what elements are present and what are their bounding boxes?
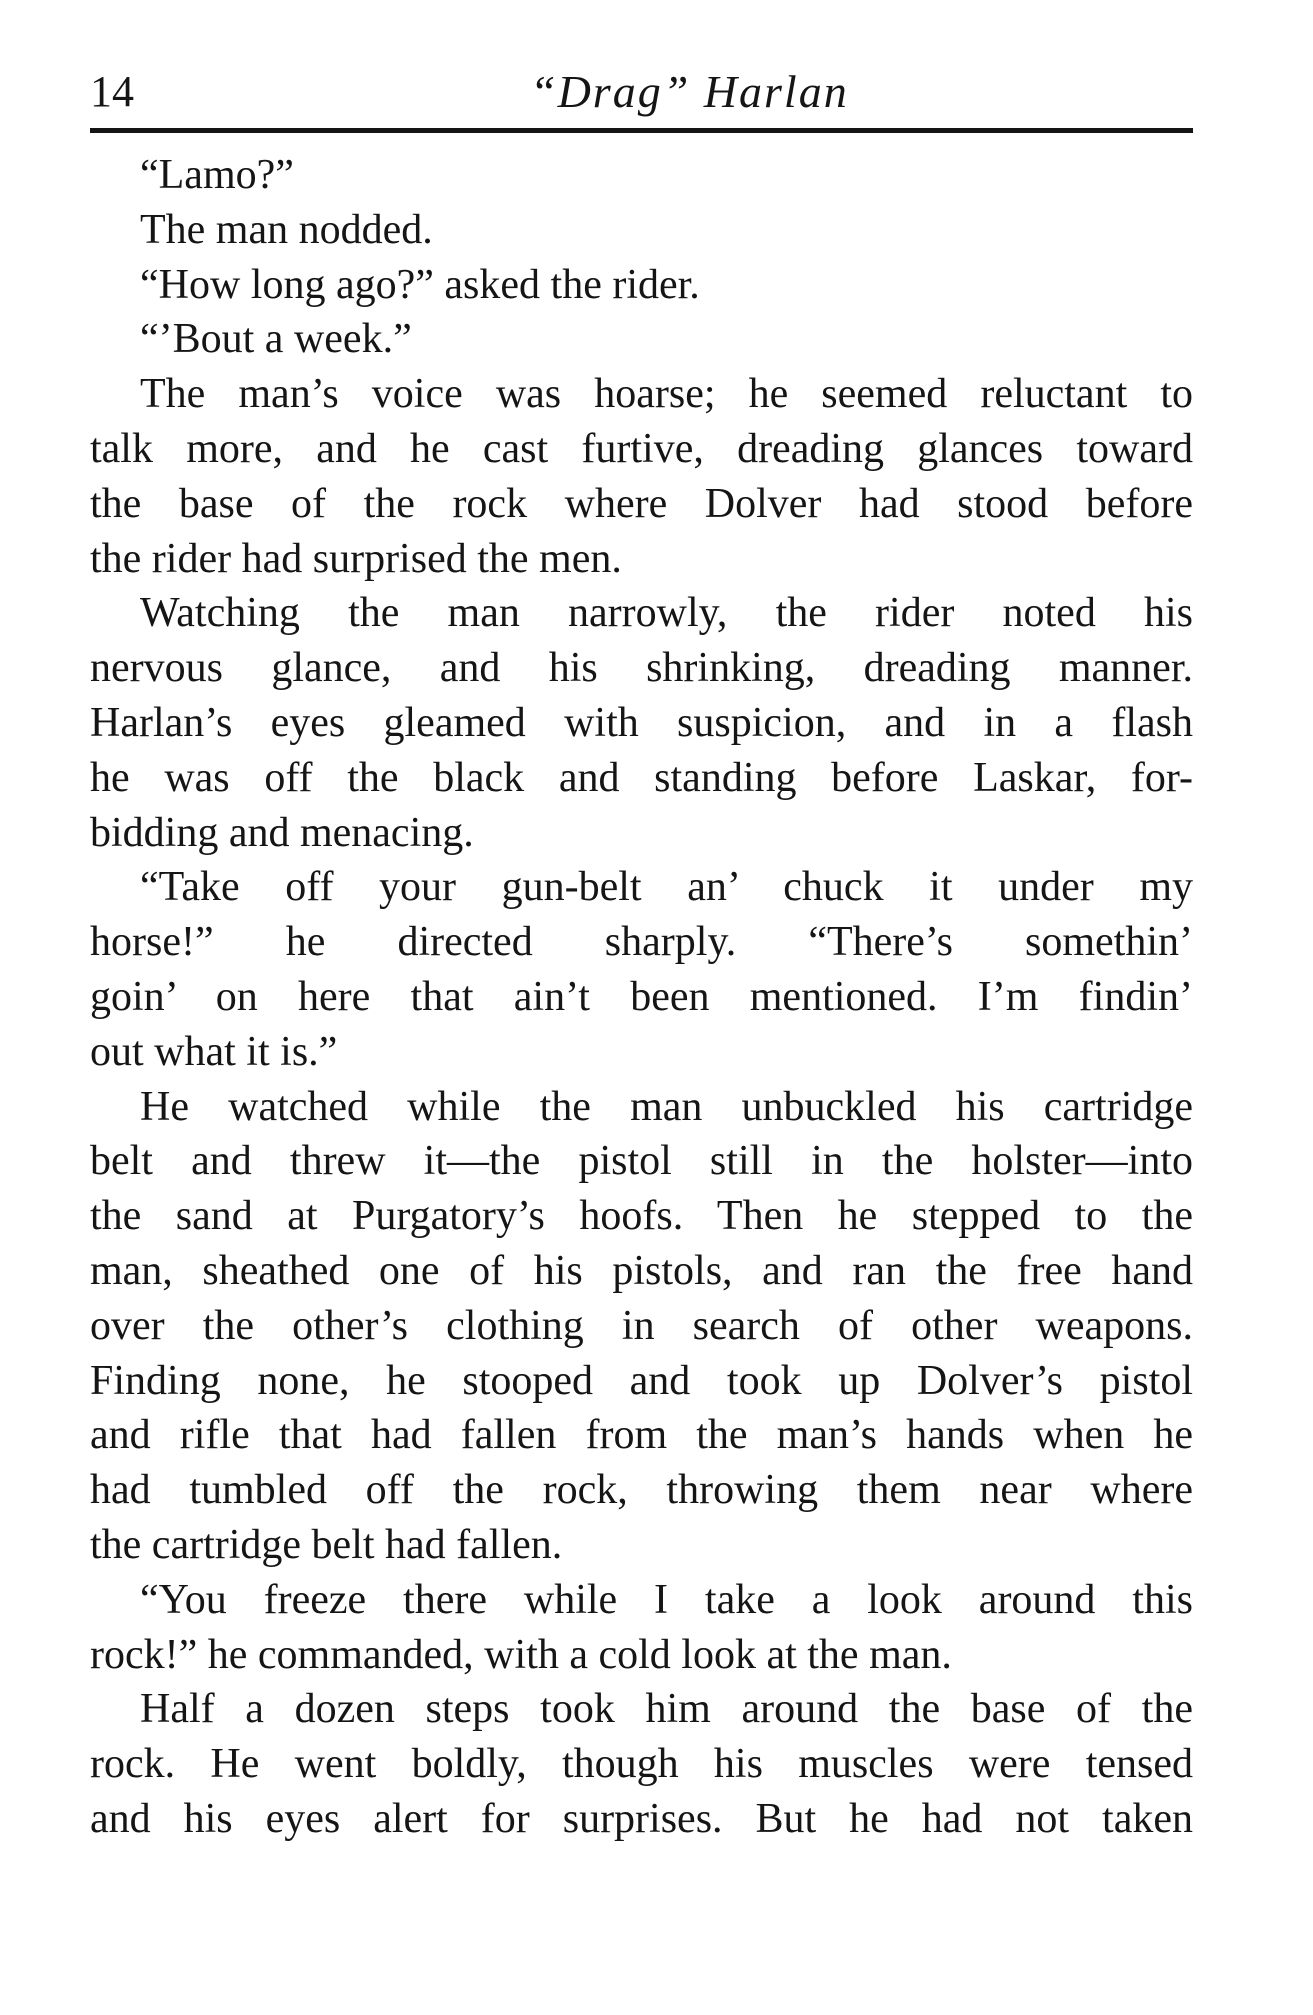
text-line: Finding none, he stooped and took up Dolver’s pistol	[90, 1357, 1193, 1404]
text-line: man, sheathed one of his pistols, and ran the free hand	[90, 1247, 1193, 1294]
text-line: He watched while the man unbuckled his cartridge	[140, 1083, 1193, 1130]
text-line: “’Bout a week.”	[140, 316, 412, 363]
text-line: Harlan’s eyes gleamed with suspicion, and in a flash	[90, 699, 1193, 746]
text-line: goin’ on here that ain’t been mentioned. I’m findin’	[90, 973, 1193, 1020]
text-line: bidding and menacing.	[90, 809, 474, 856]
text-line: and his eyes alert for surprises. But he had not taken	[90, 1795, 1193, 1842]
text-line: rock. He went boldly, though his muscles were tensed	[90, 1741, 1193, 1788]
text-line: belt and threw it—the pistol still in the holster—into	[90, 1138, 1193, 1185]
running-title: “Drag” Harlan	[530, 66, 849, 117]
text-line: out what it is.”	[90, 1028, 338, 1075]
page-number: 14	[90, 67, 134, 116]
header-rule	[90, 128, 1193, 133]
text-line: “How long ago?” asked the rider.	[140, 261, 700, 308]
text-line: rock!” he commanded, with a cold look at the man.	[90, 1631, 952, 1678]
text-line: nervous glance, and his shrinking, dreading manner.	[90, 645, 1193, 692]
text-line: had tumbled off the rock, throwing them near where	[90, 1467, 1193, 1514]
text-line: the rider had surprised the men.	[90, 535, 622, 582]
text-line: Watching the man narrowly, the rider noted his	[140, 590, 1193, 637]
running-head	[90, 62, 1190, 122]
text-line: “You freeze there while I take a look around this	[140, 1576, 1193, 1623]
text-line: “Take off your gun-belt an’ chuck it under my	[140, 864, 1193, 911]
text-line: over the other’s clothing in search of other weapons.	[90, 1302, 1193, 1349]
body-text	[90, 148, 1193, 1847]
text-line: talk more, and he cast furtive, dreading glances toward	[90, 425, 1193, 472]
text-line: he was off the black and standing before Laskar, for-	[90, 754, 1193, 801]
text-line: the sand at Purgatory’s hoofs. Then he stepped to the	[90, 1193, 1193, 1240]
text-line: and rifle that had fallen from the man’s hands when he	[90, 1412, 1193, 1459]
text-line: the base of the rock where Dolver had stood before	[90, 480, 1193, 527]
text-line: the cartridge belt had fallen.	[90, 1521, 563, 1568]
text-line: The man nodded.	[140, 206, 433, 253]
text-line: “Lamo?”	[140, 152, 294, 198]
text-line: Half a dozen steps took him around the base of the	[140, 1686, 1193, 1733]
text-line: The man’s voice was hoarse; he seemed reluctant to	[140, 371, 1193, 418]
text-line: horse!” he directed sharply. “There’s somethin’	[90, 919, 1193, 966]
